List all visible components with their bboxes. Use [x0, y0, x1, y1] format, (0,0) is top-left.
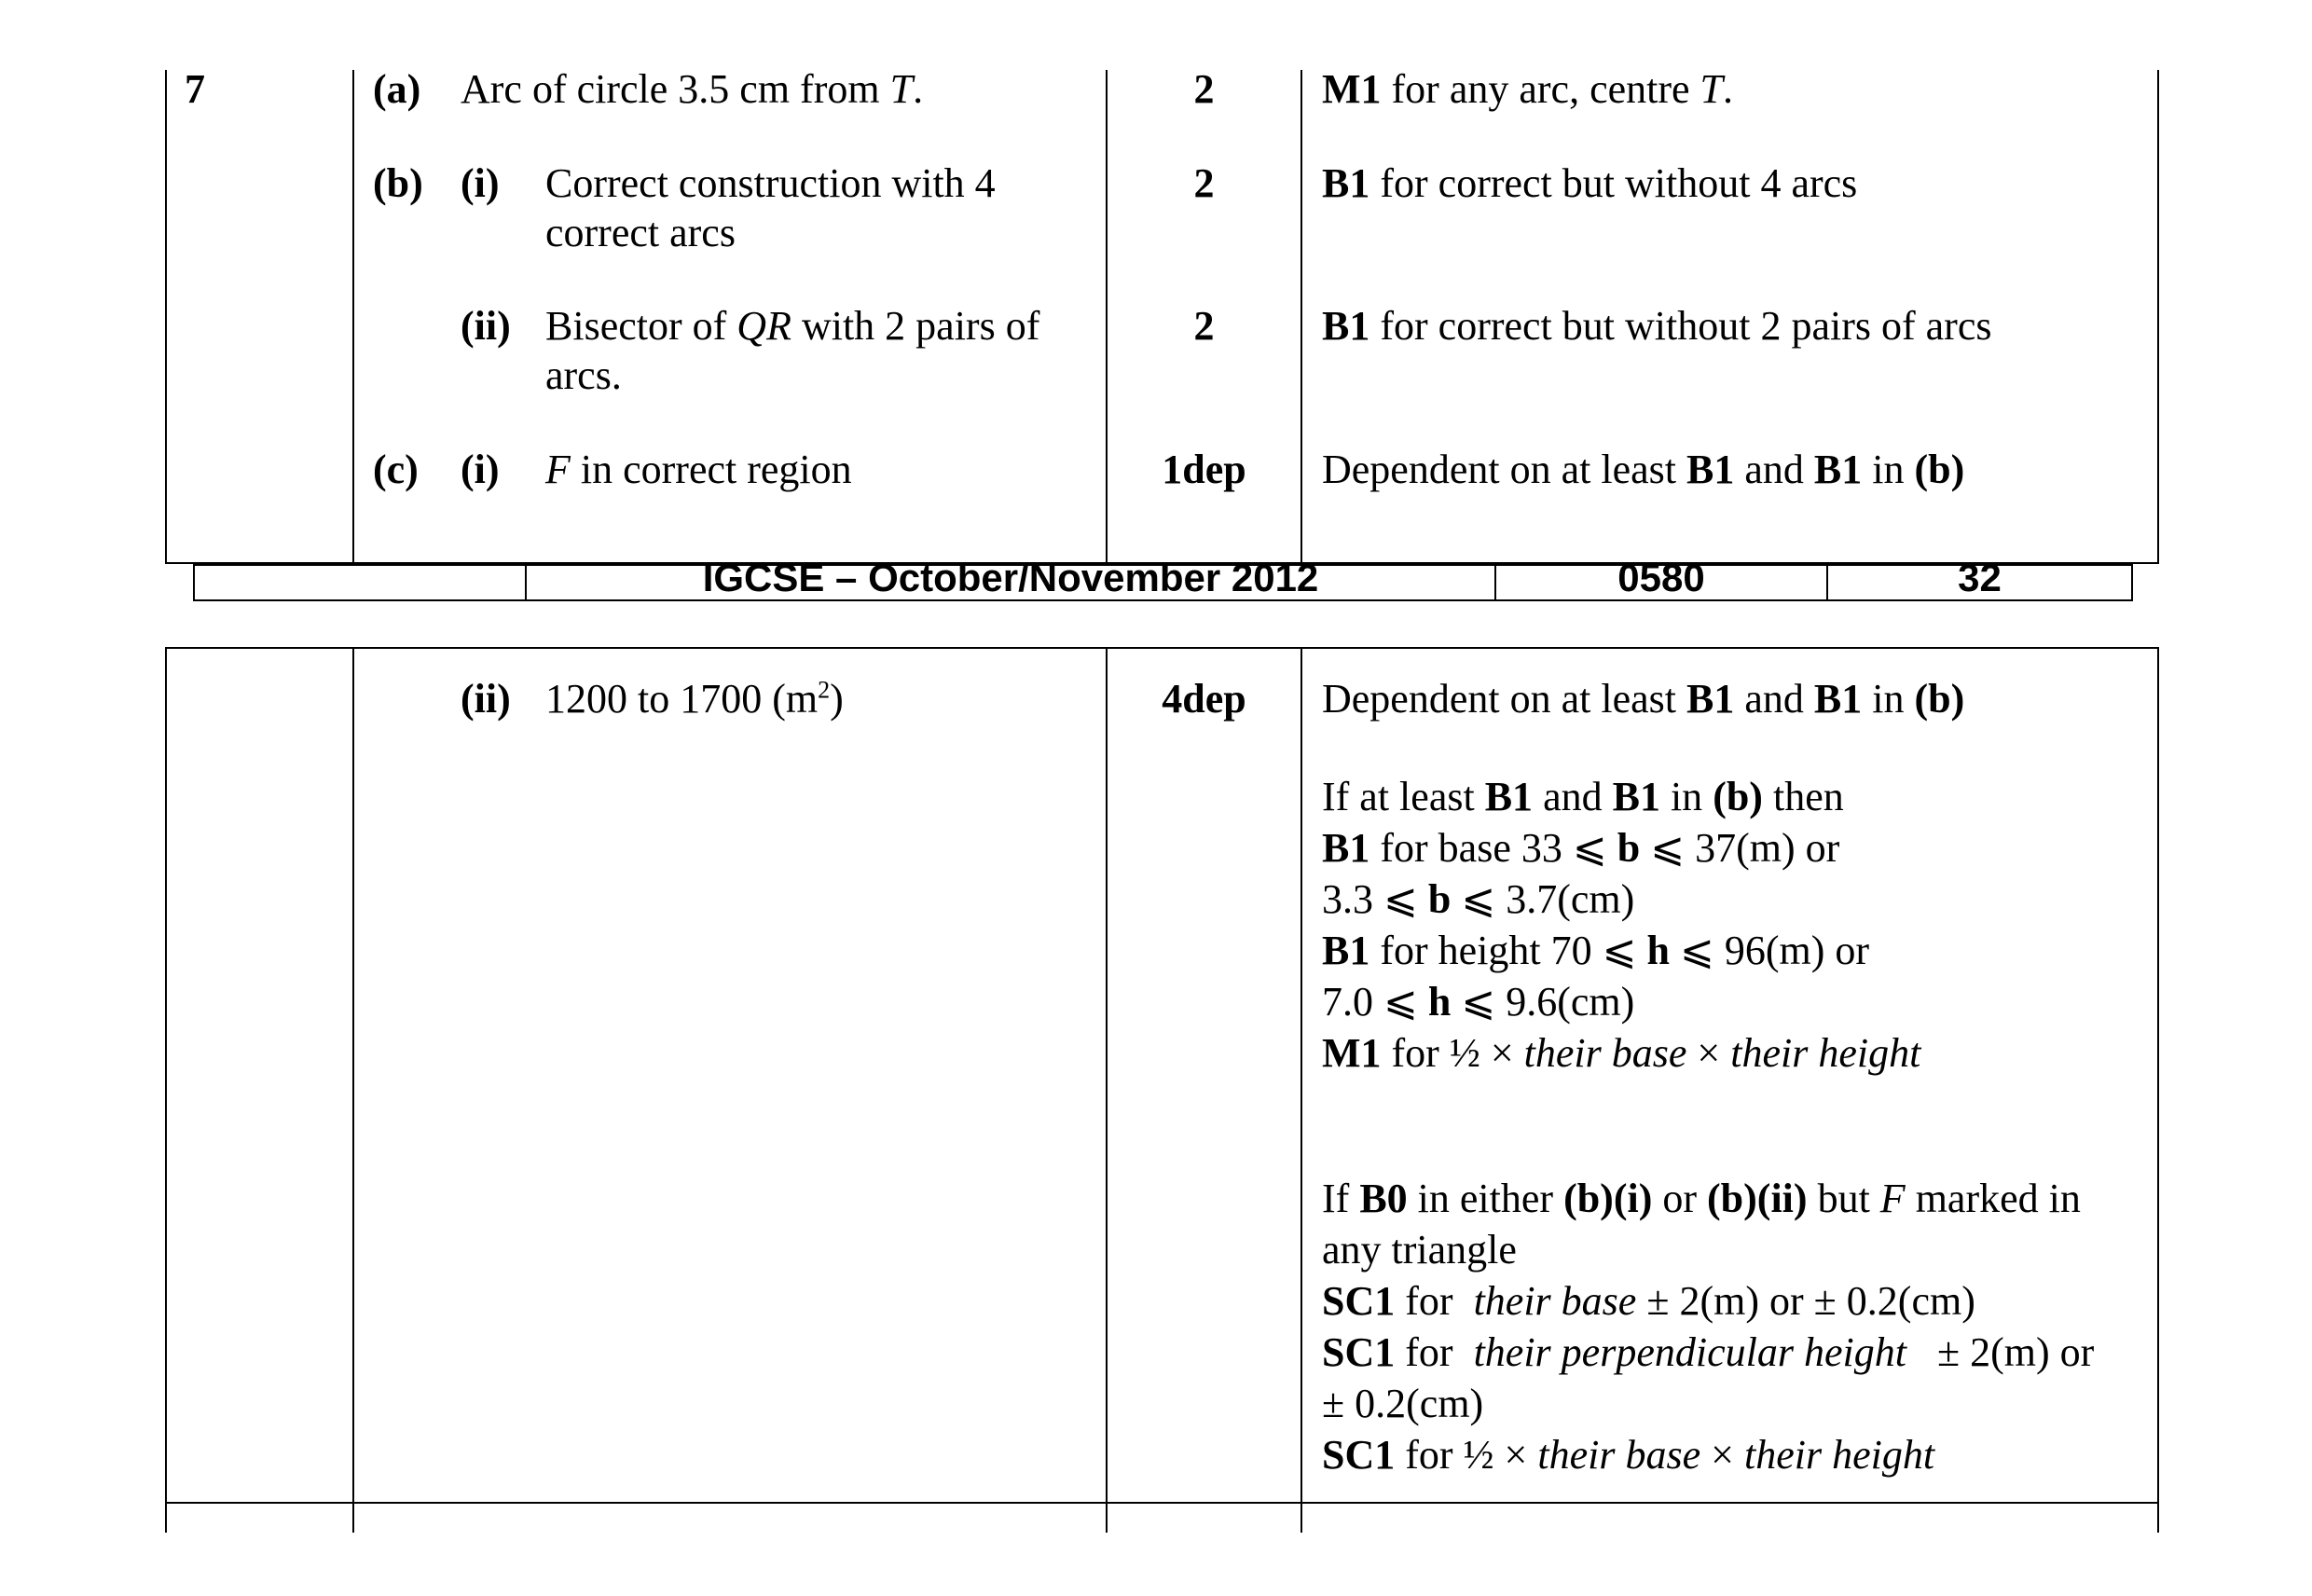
- table-bottom-col-divider-1: [352, 647, 354, 1533]
- part-c-ii-dependent: Dependent on at least B1 and B1 in (b): [1322, 676, 1965, 722]
- part-b-i-answer-line1: Correct construction with 4: [545, 160, 996, 206]
- part-c-ii-sc1-area: SC1 for ½ × their base × their height: [1322, 1432, 1935, 1478]
- table-top-col-divider-1: [352, 70, 354, 564]
- header-paper-clip: [1828, 556, 2131, 599]
- table-bottom-row-divider: [165, 1502, 2159, 1504]
- part-c-ii-mark: 4dep: [1162, 676, 1246, 722]
- part-c-ii-if-line: If at least B1 and B1 in (b) then: [1322, 774, 1844, 819]
- part-b-ii-mark: 2: [1193, 303, 1215, 349]
- part-b-ii-answer-line2: arcs.: [545, 352, 622, 398]
- header-exam-title: IGCSE – October/November 2012: [702, 556, 1319, 599]
- part-c-ii-b0-line1: If B0 in either (b)(i) or (b)(ii) but F marked in: [1322, 1176, 2081, 1221]
- table-bottom-col-divider-3: [1300, 647, 1302, 1533]
- table-top-col-divider-3: [1300, 70, 1302, 564]
- part-c-ii-sc1-height-line2: ± 0.2(cm): [1322, 1381, 1484, 1426]
- header-left-border: [193, 564, 195, 601]
- header-right-border: [2131, 564, 2133, 601]
- part-b-ii-guidance: B1 for correct but without 2 pairs of arcs: [1322, 303, 1992, 349]
- part-b-i-label: (i): [461, 160, 500, 206]
- part-c-ii-label: (ii): [461, 676, 511, 722]
- header-syllabus: 0580: [1617, 556, 1705, 599]
- header-clip: [527, 556, 1494, 599]
- part-c-ii-base-line2: 3.3 ⩽ b ⩽ 3.7(cm): [1322, 876, 1635, 922]
- part-c-ii-sc1-base: SC1 for their base ± 2(m) or ± 0.2(cm): [1322, 1278, 1975, 1324]
- header-bottom-border: [193, 599, 2133, 601]
- table-bottom-top-border: [165, 647, 2159, 649]
- header-paper: 32: [1958, 556, 2002, 599]
- table-top-right-border: [2157, 70, 2159, 564]
- part-c-ii-m1-line: M1 for ½ × their base × their height: [1322, 1030, 1921, 1076]
- part-a-mark: 2: [1193, 66, 1215, 112]
- part-c-i-answer: F in correct region: [545, 447, 852, 492]
- part-c-i-label: (i): [461, 447, 500, 492]
- table-bottom-col-divider-2: [1106, 647, 1108, 1533]
- part-a-label: (a): [373, 66, 421, 112]
- part-c-i-mark: 1dep: [1162, 447, 1246, 492]
- part-a-guidance: M1 for any arc, centre T.: [1322, 66, 1734, 112]
- table-top-left-border: [165, 70, 167, 564]
- table-bottom-right-border: [2157, 647, 2159, 1533]
- part-b-ii-answer-line1: Bisector of QR with 2 pairs of: [545, 303, 1040, 349]
- part-b-label: (b): [373, 160, 423, 206]
- part-b-i-answer-line2: correct arcs: [545, 210, 736, 255]
- part-c-i-guidance: Dependent on at least B1 and B1 in (b): [1322, 447, 1965, 492]
- part-c-ii-height-line2: 7.0 ⩽ h ⩽ 9.6(cm): [1322, 979, 1635, 1025]
- part-c-ii-answer: 1200 to 1700 $(m^2)$: [545, 676, 844, 722]
- table-bottom-left-border: [165, 647, 167, 1533]
- part-c-ii-height-line1: B1 for height 70 ⩽ h ⩽ 96(m) or: [1322, 928, 1870, 973]
- part-b-ii-label: (ii): [461, 303, 511, 349]
- question-number: 7: [185, 66, 205, 112]
- part-a-answer: Arc of circle 3.5 cm from T.: [461, 66, 924, 112]
- part-b-i-guidance: B1 for correct but without 4 arcs: [1322, 160, 1858, 206]
- part-c-ii-b0-line2: any triangle: [1322, 1227, 1517, 1273]
- part-c-ii-sc1-height-line1: SC1 for their perpendicular height ± 2(m) or: [1322, 1329, 2095, 1375]
- part-b-i-mark: 2: [1193, 160, 1215, 206]
- part-c-ii-base-line1: B1 for base 33 ⩽ b ⩽ 37(m) or: [1322, 825, 1840, 871]
- part-c-label: (c): [373, 447, 419, 492]
- header-syllabus-clip: [1496, 556, 1826, 599]
